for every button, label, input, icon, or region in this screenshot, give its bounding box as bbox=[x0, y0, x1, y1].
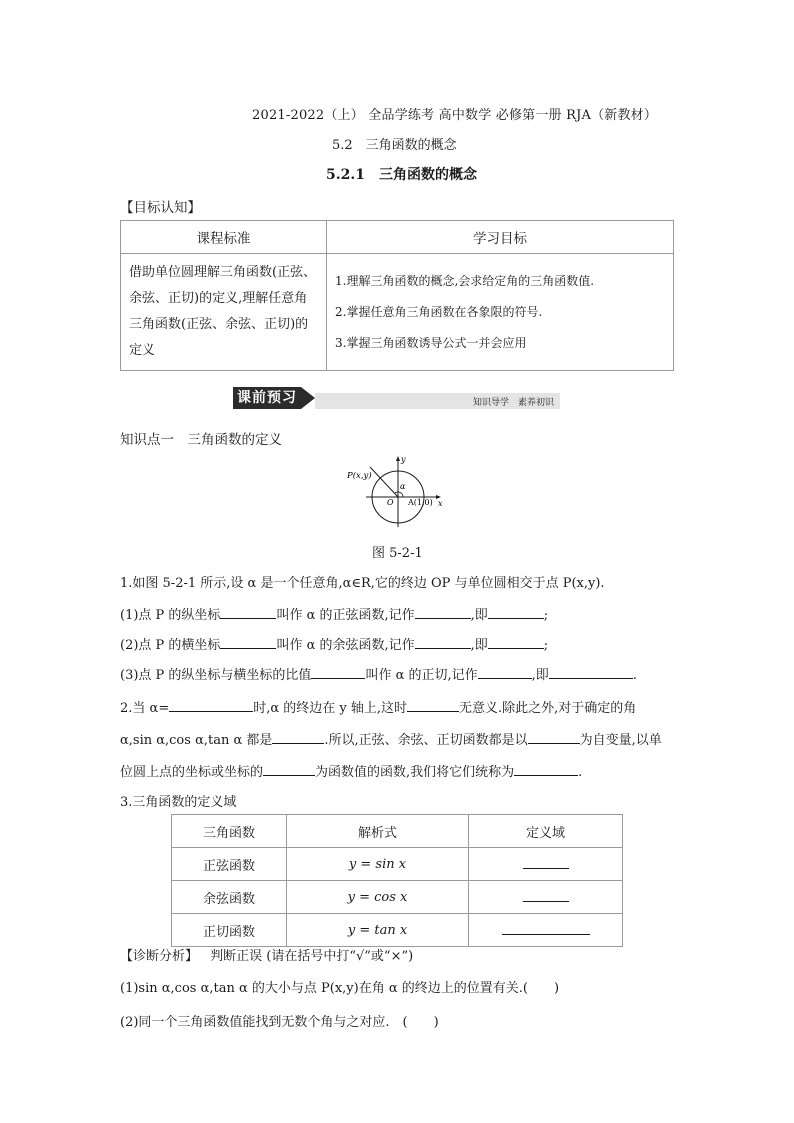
q1-l3b: 叫作 α 的正切,记作 bbox=[365, 668, 478, 683]
q2-d: α,sin α,cos α,tan α 都是 bbox=[120, 733, 273, 748]
answer-blank[interactable] bbox=[502, 922, 590, 935]
goal-item: 2.掌握任意角三角函数在各象限的符号. bbox=[335, 304, 543, 319]
label-p: P(x,y) bbox=[347, 471, 372, 481]
answer-blank[interactable] bbox=[528, 731, 580, 744]
col-header-goals: 学习目标 bbox=[327, 221, 674, 254]
q1-l2d: ; bbox=[543, 638, 549, 653]
answer-blank[interactable] bbox=[415, 606, 471, 619]
q1-l3a: (3)点 P 的纵坐标与横坐标的比值 bbox=[120, 668, 312, 683]
q3-title: 3.三角函数的定义域 bbox=[120, 795, 237, 810]
figure-caption: 图 5-2-1 bbox=[372, 546, 423, 561]
domain-answer-cell bbox=[469, 914, 623, 947]
learning-goals bbox=[327, 254, 674, 371]
domain-header-domain: 定义域 bbox=[469, 815, 623, 848]
subsection-title: 5.2.1 三角函数的概念 bbox=[326, 167, 477, 183]
domain-function-name: 正切函数 bbox=[172, 914, 287, 947]
banner-title: 课前预习 bbox=[233, 387, 301, 409]
unit-circle-figure bbox=[346, 455, 446, 530]
q1-l1c: ,即 bbox=[470, 608, 488, 623]
q1-l2b: 叫作 α 的余弦函数,记作 bbox=[276, 638, 415, 653]
answer-blank[interactable] bbox=[549, 666, 633, 679]
answer-blank[interactable] bbox=[311, 666, 365, 679]
q2-g: 位圆上点的坐标或坐标的 bbox=[120, 765, 264, 780]
q1-l1b: 叫作 α 的正弦函数,记作 bbox=[276, 608, 415, 623]
knowledge-point-title: 知识点一 三角函数的定义 bbox=[120, 432, 282, 448]
diagnosis-item: (2)同一个三角函数值能找到无数个角与之对应. ( ) bbox=[120, 1015, 439, 1030]
banner-right-text: 知识导学 素养初识 bbox=[472, 398, 554, 408]
domain-header-formula: 解析式 bbox=[287, 815, 469, 848]
q1-l2c: ,即 bbox=[470, 638, 488, 653]
answer-blank[interactable] bbox=[523, 856, 569, 869]
answer-blank[interactable] bbox=[415, 636, 471, 649]
answer-blank[interactable] bbox=[407, 699, 459, 712]
q2-h: 为函数值的函数,我们将它们统称为 bbox=[315, 765, 515, 780]
domain-header-function: 三角函数 bbox=[172, 815, 287, 848]
section-title: 5.2 三角函数的概念 bbox=[332, 138, 457, 153]
banner-arrow bbox=[301, 387, 315, 409]
goal-item: 1.理解三角函数的概念,会求给定角的三角函数值. bbox=[335, 273, 595, 288]
goal-item: 3.掌握三角函数诱导公式一并会应用 bbox=[335, 335, 527, 350]
label-alpha: α bbox=[400, 482, 406, 491]
domain-table bbox=[171, 814, 623, 947]
answer-blank[interactable] bbox=[169, 699, 253, 712]
label-y: y bbox=[401, 455, 406, 464]
page-header: 2021-2022（上） 全品学练考 高中数学 必修第一册 RJA（新教材） bbox=[252, 108, 658, 123]
answer-blank[interactable] bbox=[263, 763, 315, 776]
q1-intro: 1.如图 5-2-1 所示,设 α 是一个任意角,α∈R,它的终边 OP 与单位圆相交于点 P(x,y). bbox=[120, 576, 605, 591]
preview-banner bbox=[233, 387, 560, 409]
q2-line2 bbox=[120, 729, 662, 748]
q2-a: 2.当 α= bbox=[120, 701, 170, 716]
diagnosis-line bbox=[120, 945, 413, 964]
answer-blank[interactable] bbox=[488, 606, 544, 619]
q1-line3 bbox=[120, 664, 637, 683]
diagnosis-instruction: 判断正误 (请在括号中打“√”或“×”) bbox=[210, 949, 414, 964]
answer-blank[interactable] bbox=[478, 666, 532, 679]
q1-l3d: . bbox=[632, 668, 637, 683]
domain-function-name: 正弦函数 bbox=[172, 848, 287, 881]
domain-formula: y = sin x bbox=[287, 848, 469, 881]
goals-tag: 【目标认知】 bbox=[120, 200, 201, 216]
course-standard: 借助单位圆理解三角函数(正弦、余弦、正切)的定义,理解任意角三角函数(正弦、余弦、正切)的定义 bbox=[121, 254, 327, 371]
answer-blank[interactable] bbox=[220, 606, 276, 619]
answer-blank[interactable] bbox=[523, 889, 569, 902]
q1-l1d: ; bbox=[543, 608, 549, 623]
q1-line1 bbox=[120, 604, 548, 623]
q2-line3 bbox=[120, 761, 582, 780]
col-header-standard: 课程标准 bbox=[121, 221, 327, 254]
goals-table bbox=[120, 220, 674, 371]
label-o: O bbox=[387, 498, 394, 507]
q2-b: 时,α 的终边在 y 轴上,这时 bbox=[253, 701, 408, 716]
answer-blank[interactable] bbox=[514, 763, 578, 776]
label-x: x bbox=[438, 499, 443, 508]
q2-e: .所以,正弦、余弦、正切函数都是以 bbox=[324, 733, 528, 748]
q2-f: 为自变量,以单 bbox=[579, 733, 662, 748]
domain-formula: y = cos x bbox=[287, 881, 469, 914]
domain-formula: y = tan x bbox=[287, 914, 469, 947]
label-a: A(1,0) bbox=[408, 498, 433, 507]
domain-answer-cell bbox=[469, 848, 623, 881]
q1-l3c: ,即 bbox=[531, 668, 549, 683]
q1-line2 bbox=[120, 634, 548, 653]
q2-c: 无意义.除此之外,对于确定的角 bbox=[459, 701, 637, 716]
y-axis-arrow bbox=[396, 456, 400, 461]
diagnosis-item: (1)sin α,cos α,tan α 的大小与点 P(x,y)在角 α 的终边上的位置有关.( ) bbox=[120, 981, 560, 996]
diagnosis-tag: 【诊断分析】 bbox=[120, 949, 199, 964]
domain-answer-cell bbox=[469, 881, 623, 914]
q2-i: . bbox=[578, 765, 583, 780]
answer-blank[interactable] bbox=[272, 731, 324, 744]
answer-blank[interactable] bbox=[220, 636, 276, 649]
answer-blank[interactable] bbox=[488, 636, 544, 649]
q1-l2a: (2)点 P 的横坐标 bbox=[120, 638, 221, 653]
q2-line1 bbox=[120, 697, 636, 716]
domain-function-name: 余弦函数 bbox=[172, 881, 287, 914]
q1-l1a: (1)点 P 的纵坐标 bbox=[120, 608, 221, 623]
